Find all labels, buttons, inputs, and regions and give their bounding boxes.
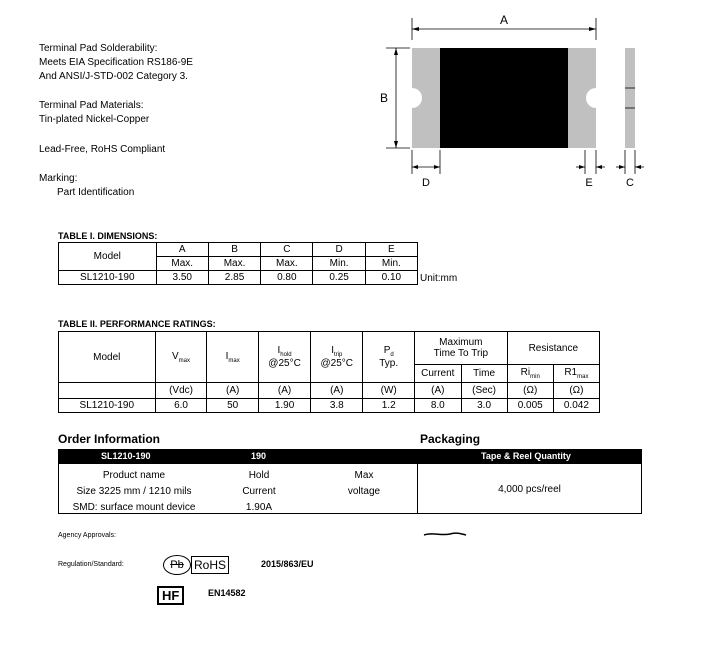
table2-current-header: Current [415, 365, 461, 383]
order-product-name: Product name [102, 470, 166, 481]
dim-d-label: D [422, 177, 430, 189]
solderability-spec-2: And ANSI/J-STD-002 Category 3. [39, 71, 188, 82]
dim-b-arrow-bottom [394, 141, 398, 148]
order-bar-rating: 190 [251, 451, 267, 461]
rohs-directive: 2015/863/EU [261, 559, 314, 569]
table1-sub-c: Max. [261, 257, 313, 271]
agency-approvals-label: Agency Approvals: [58, 532, 116, 539]
halogen-standard: EN14582 [208, 588, 246, 598]
itrip-condition: @25°C [320, 358, 354, 369]
table2-model-header: Model [59, 332, 156, 383]
order-col-hold [224, 468, 294, 516]
table2-r1max-unit: (Ω) [553, 383, 599, 399]
order-col-voltage [329, 468, 399, 500]
materials-title: Terminal Pad Materials: [39, 100, 144, 111]
table2-rimin-unit: (Ω) [507, 383, 553, 399]
table1-value-e: 0.10 [365, 271, 417, 285]
compliance-note: Lead-Free, RoHS Compliant [39, 144, 166, 155]
dim-c-label: C [626, 177, 634, 189]
table2-model-blank [59, 383, 156, 399]
table1-value-d: 0.25 [313, 271, 365, 285]
itrip-symbol: I [331, 345, 334, 356]
solderability-spec-1: Meets EIA Specification RS186-9E [39, 57, 193, 68]
table2-ihold-header [258, 332, 310, 383]
table2-imax-value: 50 [207, 399, 258, 413]
dim-a-arrow-left [412, 27, 419, 31]
chip-body [440, 48, 568, 148]
packaging-bar-label: Tape & Reel Quantity [481, 451, 571, 461]
pd-subscript: d [390, 352, 394, 358]
order-size: Size 3225 mm / 1210 mils [76, 486, 192, 497]
dim-e-label: E [585, 177, 593, 189]
table1-unit: Unit:mm [420, 273, 458, 284]
table1-sub-a: Max. [156, 257, 208, 271]
order-title: Order Information [58, 432, 161, 446]
order-voltage-label: voltage [347, 486, 381, 497]
table2-current-value: 8.0 [415, 399, 461, 413]
packaging-quantity: 4,000 pcs/reel [498, 484, 561, 495]
dim-a-label: A [499, 13, 509, 27]
table2-r1max-value: 0.042 [553, 399, 599, 413]
table2-pd-value: 1.2 [363, 399, 415, 413]
order-max-label: Max [354, 470, 374, 481]
solderability-title: Terminal Pad Solderability: [39, 43, 158, 54]
dim-c-arrow-right [635, 165, 641, 169]
dim-c-arrow-left [619, 165, 625, 169]
marking-value: Part Identification [57, 187, 135, 198]
table2-imax-unit: (A) [207, 383, 258, 399]
dimension-drawing [370, 0, 660, 200]
table1-col-e: E [365, 243, 417, 257]
dimensions-table [58, 242, 418, 285]
ihold-condition: @25°C [268, 358, 301, 369]
order-smd: SMD: surface mount device [72, 502, 196, 513]
table-row [59, 399, 600, 413]
table1-model: SL1210-190 [59, 271, 157, 285]
imax-subscript: max [228, 357, 240, 364]
rohs-mark [163, 555, 229, 575]
dim-a-arrow-right [589, 27, 596, 31]
table1-value-a: 3.50 [156, 271, 208, 285]
pd-symbol: P [383, 345, 391, 356]
table2-ihold-unit: (A) [258, 383, 310, 399]
table2-time-unit: (Sec) [461, 383, 507, 399]
table2-maxtime-header [415, 332, 508, 365]
table2-pd-header [363, 332, 415, 383]
dim-d-arrow-right [434, 165, 440, 169]
table2-caption: TABLE II. PERFORMANCE RATINGS: [58, 319, 216, 329]
ihold-subscript: hold [280, 352, 292, 358]
itrip-subscript: trip [333, 352, 343, 358]
marking-note [39, 172, 134, 200]
table2-ihold-value: 1.90 [258, 399, 310, 413]
order-current-label: Current [242, 486, 276, 497]
table1-model-header: Model [59, 243, 157, 271]
table2-time-value: 3.0 [461, 399, 507, 413]
dim-e-arrow-right [596, 165, 602, 169]
order-hold-value: 1.90A [245, 502, 273, 513]
table1-col-c: C [261, 243, 313, 257]
table2-vmax-header [155, 332, 207, 383]
agency-mark-icon [422, 530, 468, 538]
regulation-label: Regulation/Standard: [58, 561, 124, 568]
rimin-subscript: min [530, 374, 540, 380]
imax-symbol: I [225, 350, 229, 362]
table2-itrip-value: 3.8 [311, 399, 363, 413]
dim-b-arrow-top [394, 48, 398, 55]
table1-col-d: D [313, 243, 365, 257]
packaging-title: Packaging [420, 432, 481, 446]
materials-value: Tin-plated Nickel-Copper [39, 114, 150, 125]
order-grid [58, 449, 642, 514]
table2-rimin-header [507, 365, 553, 383]
table1-sub-e: Min. [365, 257, 417, 271]
vmax-symbol: V [172, 350, 179, 362]
chip-side-view [625, 48, 635, 148]
table1-col-b: B [208, 243, 260, 257]
marking-title: Marking: [39, 173, 78, 184]
dim-b-label: B [379, 91, 389, 105]
order-bar-model: SL1210-190 [101, 451, 151, 461]
table2-pd-unit: (W) [363, 383, 415, 399]
table1-sub-d: Min. [313, 257, 365, 271]
table2-rimin-value: 0.005 [507, 399, 553, 413]
table2-r1max-header [553, 365, 599, 383]
table2-itrip-unit: (A) [311, 383, 363, 399]
table-row [59, 271, 418, 285]
ihold-symbol: I [277, 345, 281, 356]
order-header-bar [59, 450, 641, 464]
table2-imax-header [207, 332, 258, 383]
rimin-symbol: Ri [520, 367, 531, 378]
order-col-product [59, 468, 209, 516]
table1-caption: TABLE I. DIMENSIONS: [58, 231, 158, 241]
table2-model: SL1210-190 [59, 399, 156, 413]
maxtime-line2: Time To Trip [433, 348, 489, 359]
table2-itrip-header [311, 332, 363, 383]
materials-note [39, 99, 149, 127]
table2-time-header: Time [461, 365, 507, 383]
dim-e-arrow-left [579, 165, 585, 169]
maxtime-line1: Maximum [439, 337, 483, 348]
performance-table [58, 331, 600, 413]
halogen-free-icon: HF [157, 586, 184, 605]
table1-value-c: 0.80 [261, 271, 313, 285]
vmax-subscript: max [178, 357, 191, 364]
pd-condition: Typ. [379, 358, 399, 369]
table1-col-a: A [156, 243, 208, 257]
pb-label: Pb [170, 559, 184, 571]
table2-resistance-header: Resistance [507, 332, 599, 365]
table2-current-unit: (A) [415, 383, 461, 399]
table1-value-b: 2.85 [208, 271, 260, 285]
dim-d-arrow-left [412, 165, 418, 169]
pb-free-icon [163, 555, 191, 575]
table2-vmax-unit: (Vdc) [155, 383, 207, 399]
rohs-badge: RoHS [191, 556, 229, 574]
order-hold-label: Hold [248, 470, 270, 481]
table1-sub-b: Max. [208, 257, 260, 271]
r1max-subscript: max [577, 374, 589, 380]
solderability-note [39, 42, 193, 84]
table2-vmax-value: 6.0 [155, 399, 207, 413]
r1max-symbol: R1 [564, 367, 578, 378]
